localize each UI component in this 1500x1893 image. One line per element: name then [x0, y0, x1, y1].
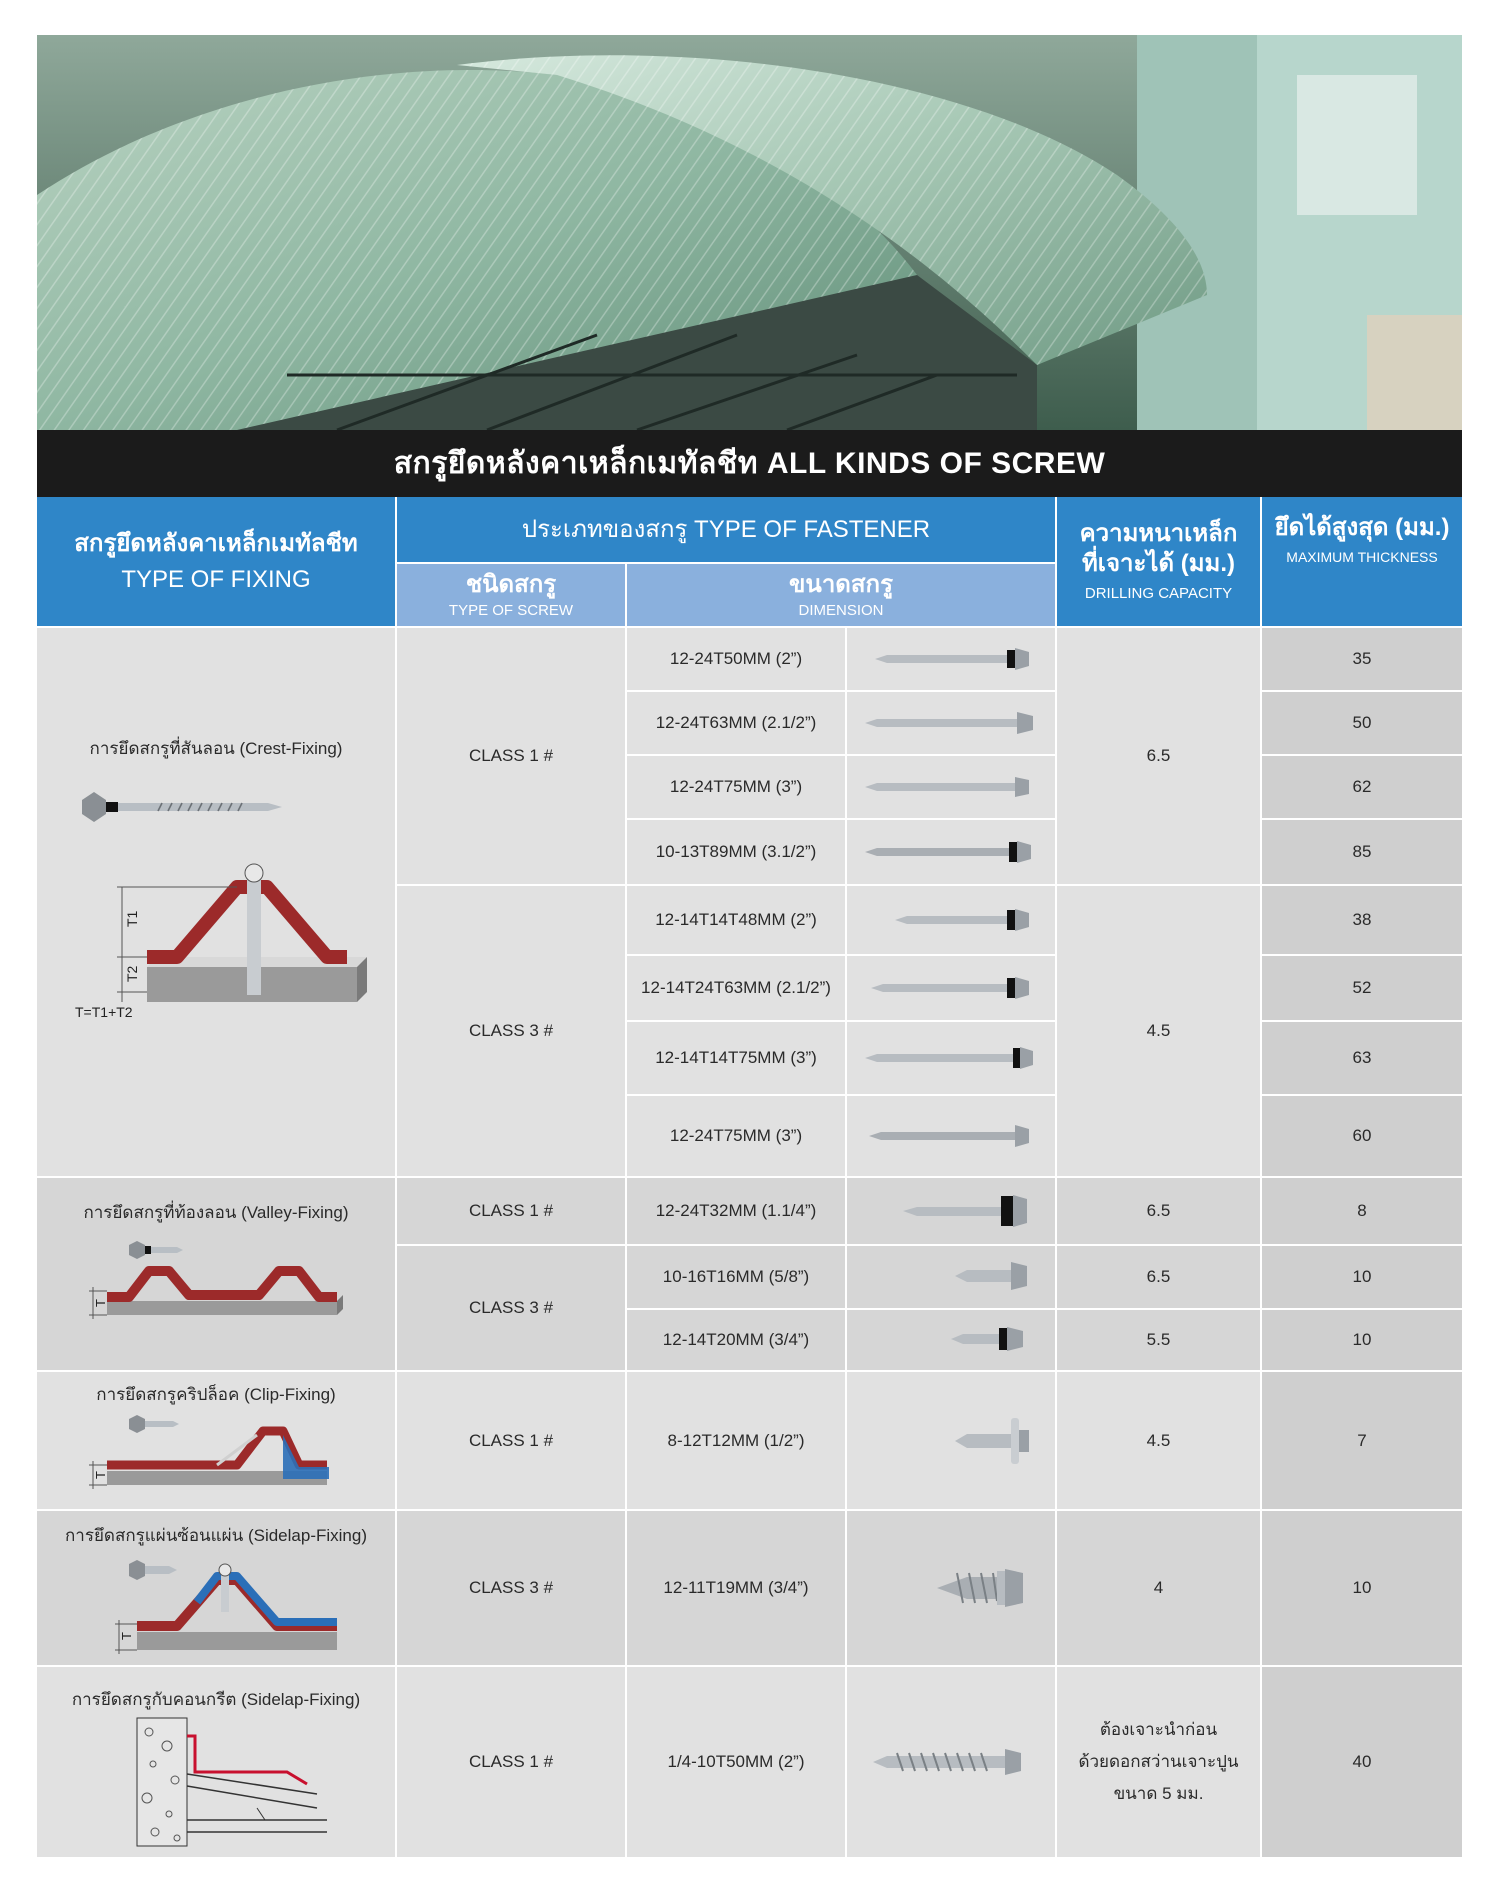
- drill-crest-class-3: 4.5: [1057, 886, 1260, 1176]
- screw-picture: [847, 1667, 1055, 1857]
- fixing-clip: [37, 1372, 395, 1509]
- max-row-3: 62: [1262, 756, 1462, 818]
- screw-image-row-8: [847, 1096, 1055, 1176]
- screw-picture: [847, 692, 1055, 754]
- concrete-note-line-1: ต้องเจาะนำก่อน: [1099, 1719, 1218, 1739]
- max-row-9: 8: [1262, 1178, 1462, 1244]
- valley-class-1: CLASS 1 #: [397, 1178, 625, 1244]
- max-row-8: 60: [1262, 1096, 1462, 1176]
- max-row-13: 10: [1262, 1511, 1462, 1665]
- screw-image-row-13: [847, 1511, 1055, 1665]
- valley-t-label: T: [93, 1299, 108, 1308]
- header-drilling-th-2: ที่เจาะได้ (มม.): [1081, 550, 1236, 578]
- crest-class-1: CLASS 1 #: [397, 628, 625, 884]
- header-type-of-fastener: [397, 497, 1055, 562]
- max-row-4: 85: [1262, 820, 1462, 884]
- dim-row-2: 12-24T63MM (2.1/2”): [627, 692, 845, 754]
- header-screw-type-en: TYPE OF SCREW: [448, 601, 574, 619]
- screw-image-row-6: [847, 956, 1055, 1020]
- dim-row-5: 12-14T14T48MM (2”): [627, 886, 845, 954]
- max-row-2: 50: [1262, 692, 1462, 754]
- dim-row-10: 10-16T16MM (5/8”): [627, 1246, 845, 1308]
- drill-row-10: 6.5: [1057, 1246, 1260, 1308]
- max-row-11: 10: [1262, 1310, 1462, 1370]
- header-dimension-th: ขนาดสกรู: [789, 570, 893, 598]
- concrete-note-line-2: ด้วยดอกสว่านเจาะปูน: [1078, 1751, 1239, 1771]
- fixing-concrete-label: การยึดสกรูกับคอนกรีต (Sidelap-Fixing): [71, 1690, 361, 1709]
- header-max-th: ยึดได้สูงสุด (มม.): [1274, 514, 1450, 541]
- drill-row-11: 5.5: [1057, 1310, 1260, 1370]
- screw-picture: [847, 1511, 1055, 1665]
- header-type-of-screw: [397, 564, 625, 626]
- dim-row-11: 12-14T20MM (3/4”): [627, 1310, 845, 1370]
- crest-class-3: CLASS 3 #: [397, 886, 625, 1176]
- max-row-7: 63: [1262, 1022, 1462, 1094]
- header-fastener-label: ประเภทของสกรู TYPE OF FASTENER: [521, 515, 931, 543]
- screw-image-row-9: [847, 1178, 1055, 1244]
- header-dimension-en: DIMENSION: [798, 601, 884, 619]
- crest-t2-label: T2: [124, 965, 140, 983]
- header-drilling-en: DRILLING CAPACITY: [1084, 585, 1233, 603]
- drill-row-13: 4: [1057, 1511, 1260, 1665]
- drill-row-9: 6.5: [1057, 1178, 1260, 1244]
- header-type-of-fixing: [37, 497, 395, 626]
- fixing-concrete: [37, 1667, 395, 1857]
- fixing-crest-label: การยึดสกรูที่สันลอน (Crest-Fixing): [89, 739, 343, 758]
- crest-t1-label: T1: [124, 910, 140, 928]
- dim-row-4: 10-13T89MM (3.1/2”): [627, 820, 845, 884]
- screw-image-row-12: [847, 1372, 1055, 1509]
- fixing-valley: [37, 1178, 395, 1370]
- screw-image-row-14: [847, 1667, 1055, 1857]
- max-row-6: 52: [1262, 956, 1462, 1020]
- screw-picture: [847, 628, 1055, 690]
- dim-row-6: 12-14T24T63MM (2.1/2”): [627, 956, 845, 1020]
- sidelap-t-label: T: [119, 1632, 134, 1641]
- crest-formula: T=T1+T2: [75, 1004, 133, 1018]
- max-row-10: 10: [1262, 1246, 1462, 1308]
- max-row-12: 7: [1262, 1372, 1462, 1509]
- max-row-14: 40: [1262, 1667, 1462, 1857]
- screw-picture: [847, 956, 1055, 1020]
- screw-picture: [847, 1372, 1055, 1509]
- screw-picture: [847, 1096, 1055, 1176]
- sidelap-class-3: CLASS 3 #: [397, 1511, 625, 1665]
- valley-fixing-diagram: [37, 1223, 395, 1353]
- header-fixing-th: สกรูยึดหลังคาเหล็กเมทัลชีท: [74, 529, 358, 557]
- screw-picture: [847, 1178, 1055, 1244]
- screw-image-row-5: [847, 886, 1055, 954]
- dim-row-7: 12-14T14T75MM (3”): [627, 1022, 845, 1094]
- dim-row-8: 12-24T75MM (3”): [627, 1096, 845, 1176]
- concrete-fixing-diagram: [37, 1710, 395, 1850]
- page-title: สกรูยึดหลังคาเหล็กเมทัลชีท ALL KINDS OF SCREW: [37, 430, 1462, 497]
- drill-row-12: 4.5: [1057, 1372, 1260, 1509]
- valley-class-3: CLASS 3 #: [397, 1246, 625, 1370]
- concrete-drilling-note: [1057, 1667, 1260, 1857]
- max-row-1: 35: [1262, 628, 1462, 690]
- roof-photo: [37, 35, 1462, 430]
- screw-table: [37, 497, 1462, 1857]
- screw-image-row-10: [847, 1246, 1055, 1308]
- screw-picture: [847, 1310, 1055, 1370]
- fixing-sidelap-label: การยึดสกรูแผ่นซ้อนแผ่น (Sidelap-Fixing): [65, 1526, 367, 1545]
- fixing-sidelap: [37, 1511, 395, 1665]
- dim-row-1: 12-24T50MM (2”): [627, 628, 845, 690]
- screw-image-row-1: [847, 628, 1055, 690]
- header-dimension: [627, 564, 1055, 626]
- screw-image-row-11: [847, 1310, 1055, 1370]
- crest-fixing-diagram: [37, 777, 395, 1017]
- screw-picture: [847, 1246, 1055, 1308]
- fixing-valley-label: การยึดสกรูที่ท้องลอน (Valley-Fixing): [83, 1203, 349, 1222]
- dim-row-14: 1/4-10T50MM (2”): [627, 1667, 845, 1857]
- sidelap-fixing-diagram: [37, 1546, 395, 1661]
- dim-row-3: 12-24T75MM (3”): [627, 756, 845, 818]
- screw-image-row-3: [847, 756, 1055, 818]
- header-screw-type-th: ชนิดสกรู: [465, 570, 557, 598]
- screw-image-row-2: [847, 692, 1055, 754]
- clip-fixing-diagram: [37, 1405, 395, 1505]
- screw-picture: [847, 1022, 1055, 1094]
- drill-crest-class-1: 6.5: [1057, 628, 1260, 884]
- max-row-5: 38: [1262, 886, 1462, 954]
- screw-picture: [847, 756, 1055, 818]
- concrete-class-1: CLASS 1 #: [397, 1667, 625, 1857]
- screw-image-row-7: [847, 1022, 1055, 1094]
- fixing-clip-label: การยึดสกรูคริปล็อค (Clip-Fixing): [96, 1385, 336, 1404]
- dim-row-12: 8-12T12MM (1/2”): [627, 1372, 845, 1509]
- screw-picture: [847, 820, 1055, 884]
- clip-class-1: CLASS 1 #: [397, 1372, 625, 1509]
- screw-picture: [847, 886, 1055, 954]
- header-max-thickness: [1262, 497, 1462, 626]
- concrete-note-line-3: ขนาด 5 มม.: [1113, 1784, 1204, 1804]
- header-drilling-capacity: [1057, 497, 1260, 626]
- header-fixing-en: TYPE OF FIXING: [121, 565, 311, 593]
- dim-row-13: 12-11T19MM (3/4”): [627, 1511, 845, 1665]
- clip-t-label: T: [93, 1471, 108, 1480]
- header-max-en: MAXIMUM THICKNESS: [1286, 549, 1438, 565]
- header-drilling-th-1: ความหนาเหล็ก: [1079, 520, 1238, 548]
- fixing-crest: [37, 628, 395, 1176]
- screw-image-row-4: [847, 820, 1055, 884]
- dim-row-9: 12-24T32MM (1.1/4”): [627, 1178, 845, 1244]
